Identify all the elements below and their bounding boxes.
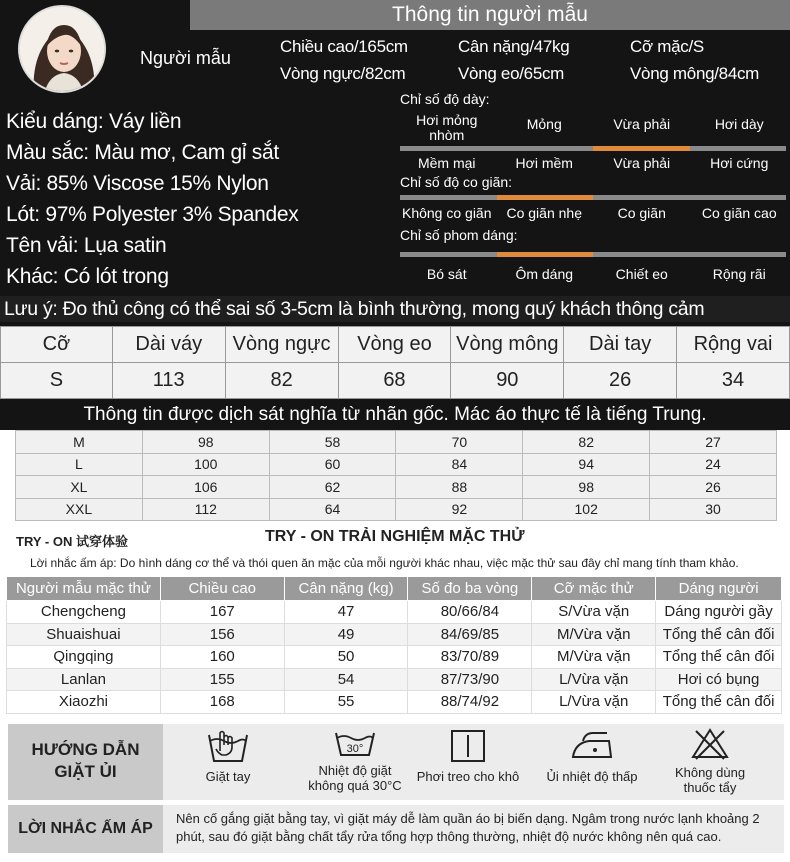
try-cell: Tổng thể cân đối bbox=[656, 646, 782, 669]
size-col-header: Rộng vai bbox=[677, 327, 790, 363]
table-row bbox=[16, 498, 777, 521]
try-cell: Shuaishuai bbox=[7, 623, 161, 646]
fit-option: Ôm dáng bbox=[515, 266, 574, 282]
size-cell: 24 bbox=[650, 453, 777, 476]
try-col-header: Chiều cao bbox=[160, 577, 284, 601]
care-label: thuốc tẩy bbox=[683, 780, 737, 795]
try-on-note: Lời nhắc ấm áp: Do hình dáng cơ thể và thói quen ăn mặc của mỗi người khác nhau, việc mặc thử sau đây chỉ mang tính tham khảo. bbox=[30, 556, 739, 570]
table-row bbox=[16, 476, 777, 499]
care-label: Giặt tay bbox=[205, 769, 251, 784]
model-bust: Vòng ngực/82cm bbox=[280, 64, 406, 83]
size-cell: 64 bbox=[269, 498, 396, 521]
translation-note: Thông tin được dịch sát nghĩa từ nhãn gốc. Mác áo thực tế là tiếng Trung. bbox=[0, 400, 790, 430]
wash-30-icon bbox=[333, 727, 377, 759]
care-label: Phơi treo cho khô bbox=[416, 769, 520, 784]
size-table-header bbox=[1, 327, 790, 363]
care-item-no-bleach bbox=[650, 727, 770, 795]
softness-option: Vừa phải bbox=[613, 155, 671, 171]
try-cell: 83/70/89 bbox=[408, 646, 532, 669]
try-cell: 88/74/92 bbox=[408, 691, 532, 714]
size-cell: XL bbox=[16, 476, 143, 499]
try-cell: Lanlan bbox=[7, 668, 161, 691]
tips-text: Nên cố gắng giặt bằng tay, vì giặt máy dễ làm quần áo bị biến dạng. Ngâm trong nước lạnh khoảng 2 phút, sau đó giặt bằng chất tẩy rửa tổng hợp thông thường, nhiệt độ nước không nên quá cao. bbox=[176, 811, 760, 844]
softness-option: Mềm mại bbox=[417, 155, 476, 171]
try-col-header: Cân nặng (kg) bbox=[284, 577, 408, 601]
model-label: Người mẫu bbox=[140, 48, 231, 68]
thickness-bar-highlight bbox=[593, 146, 690, 151]
try-cell: Tổng thể cân đối bbox=[656, 691, 782, 714]
stretch-scale-labels bbox=[398, 206, 788, 221]
size-col-header: Cỡ bbox=[1, 327, 113, 363]
stretch-option: Co giãn cao bbox=[701, 205, 777, 221]
model-size: Cỡ mặc/S bbox=[630, 37, 704, 56]
try-cell: S/Vừa vặn bbox=[532, 601, 656, 624]
iron-low-icon bbox=[567, 727, 617, 765]
size-cell: XXL bbox=[16, 498, 143, 521]
spec-lining: Lót: 97% Polyester 3% Spandex bbox=[6, 203, 299, 226]
table-row bbox=[7, 601, 782, 624]
spec-style: Kiểu dáng: Váy liền bbox=[6, 110, 182, 133]
softness-option: Hơi mềm bbox=[515, 155, 573, 171]
size-cell: 102 bbox=[523, 498, 650, 521]
model-info-title: Thông tin người mẫu bbox=[190, 0, 790, 30]
size-cell: L bbox=[16, 453, 143, 476]
size-cell: 62 bbox=[269, 476, 396, 499]
try-cell: 49 bbox=[284, 623, 408, 646]
size-cell: 98 bbox=[523, 476, 650, 499]
try-on-header bbox=[7, 577, 782, 601]
try-cell: 80/66/84 bbox=[408, 601, 532, 624]
size-cell: 98 bbox=[142, 431, 269, 454]
softness-scale-labels bbox=[398, 156, 788, 171]
table-row bbox=[7, 646, 782, 669]
table-row bbox=[1, 363, 790, 399]
fit-option: Chiết eo bbox=[615, 266, 668, 282]
table-row bbox=[7, 691, 782, 714]
care-guide-heading bbox=[8, 724, 163, 800]
hand-wash-icon bbox=[206, 727, 250, 765]
size-cell: 60 bbox=[269, 453, 396, 476]
size-cell: 70 bbox=[396, 431, 523, 454]
try-cell: Hơi có bụng bbox=[656, 668, 782, 691]
try-cell: L/Vừa vặn bbox=[532, 691, 656, 714]
care-item-iron-low bbox=[532, 727, 652, 784]
size-cell: 34 bbox=[677, 363, 790, 399]
size-cell: 30 bbox=[650, 498, 777, 521]
size-cell: 26 bbox=[650, 476, 777, 499]
size-cell: 88 bbox=[396, 476, 523, 499]
measurement-note: Lưu ý: Đo thủ công có thể sai số 3-5cm là bình thường, mong quý khách thông cảm bbox=[0, 296, 790, 322]
table-row bbox=[7, 668, 782, 691]
stretch-option: Co giãn bbox=[617, 205, 666, 221]
size-col-header: Vòng mông bbox=[451, 327, 564, 363]
fit-scale-labels bbox=[398, 267, 788, 282]
spec-other: Khác: Có lót trong bbox=[6, 265, 169, 288]
try-cell: M/Vừa vặn bbox=[532, 623, 656, 646]
spec-fabric-name: Tên vải: Lụa satin bbox=[6, 234, 167, 257]
try-cell: Tổng thể cân đối bbox=[656, 623, 782, 646]
thickness-scale-labels bbox=[398, 113, 788, 143]
try-cell: 155 bbox=[160, 668, 284, 691]
stretch-option: Co giãn nhẹ bbox=[506, 205, 582, 221]
stretch-option: Không co giãn bbox=[401, 205, 492, 221]
care-heading-line: HƯỚNG DẪN bbox=[31, 740, 140, 759]
try-cell: 47 bbox=[284, 601, 408, 624]
tips-heading: LỜI NHẮC ẤM ÁP bbox=[8, 805, 163, 853]
care-label: Nhiệt độ giặt bbox=[318, 763, 392, 778]
thickness-option: Vừa phải bbox=[613, 116, 671, 132]
size-col-header: Dài tay bbox=[564, 327, 677, 363]
try-cell: 54 bbox=[284, 668, 408, 691]
size-cell: 26 bbox=[564, 363, 677, 399]
softness-option: Hơi cứng bbox=[710, 155, 769, 171]
try-col-header: Cỡ mặc thử bbox=[532, 577, 656, 601]
size-cell: 27 bbox=[650, 431, 777, 454]
try-cell: 167 bbox=[160, 601, 284, 624]
try-cell: 50 bbox=[284, 646, 408, 669]
size-col-header: Vòng eo bbox=[338, 327, 451, 363]
care-label: không quá 30°C bbox=[308, 778, 402, 793]
size-table-top bbox=[0, 326, 790, 399]
care-heading-line: GIẶT ỦI bbox=[54, 762, 117, 781]
try-cell: 55 bbox=[284, 691, 408, 714]
stretch-bar bbox=[400, 195, 786, 200]
try-on-title: TRY - ON TRẢI NGHIỆM MẶC THỬ bbox=[265, 528, 525, 545]
try-cell: Dáng người gầy bbox=[656, 601, 782, 624]
try-on-label: TRY - ON 试穿体验 bbox=[16, 534, 128, 549]
no-dry-clean-icon bbox=[690, 727, 730, 761]
try-cell: Chengcheng bbox=[7, 601, 161, 624]
care-item-hang-dry bbox=[408, 727, 528, 784]
size-col-header: Vòng ngực bbox=[225, 327, 338, 363]
size-col-header: Dài váy bbox=[112, 327, 225, 363]
model-waist: Vòng eo/65cm bbox=[458, 64, 565, 83]
care-item-wash-30 bbox=[295, 727, 415, 793]
fit-bar bbox=[400, 252, 786, 257]
model-avatar bbox=[18, 5, 106, 93]
try-cell: Qingqing bbox=[7, 646, 161, 669]
care-item-hand-wash bbox=[168, 727, 288, 784]
hang-dry-icon bbox=[448, 727, 488, 765]
size-cell: 84 bbox=[396, 453, 523, 476]
table-row bbox=[16, 453, 777, 476]
stretch-scale-title: Chỉ số độ co giãn: bbox=[400, 174, 513, 190]
try-cell: 84/69/85 bbox=[408, 623, 532, 646]
table-row bbox=[16, 431, 777, 454]
care-label: Không dùng bbox=[674, 765, 746, 780]
table-row bbox=[7, 623, 782, 646]
spec-fabric: Vải: 85% Viscose 15% Nylon bbox=[6, 172, 269, 195]
try-col-header: Dáng người bbox=[656, 577, 782, 601]
wash-temperature: 30° bbox=[346, 743, 364, 755]
try-col-header: Số đo ba vòng bbox=[408, 577, 532, 601]
try-cell: 168 bbox=[160, 691, 284, 714]
try-cell: 156 bbox=[160, 623, 284, 646]
try-cell: L/Vừa vặn bbox=[532, 668, 656, 691]
try-cell: 160 bbox=[160, 646, 284, 669]
size-cell: M bbox=[16, 431, 143, 454]
size-cell: 58 bbox=[269, 431, 396, 454]
fit-option: Bó sát bbox=[426, 266, 467, 282]
size-cell: 112 bbox=[142, 498, 269, 521]
care-label: Ủi nhiệt độ thấp bbox=[546, 769, 638, 784]
size-cell: 68 bbox=[338, 363, 451, 399]
size-cell: 94 bbox=[523, 453, 650, 476]
stretch-bar-highlight bbox=[497, 195, 594, 200]
thickness-bar bbox=[400, 146, 786, 151]
spec-color: Màu sắc: Màu mơ, Cam gỉ sắt bbox=[6, 141, 279, 164]
thickness-option: Mỏng bbox=[526, 116, 562, 132]
size-cell: 100 bbox=[142, 453, 269, 476]
try-col-header: Người mẫu mặc thử bbox=[7, 577, 161, 601]
model-height: Chiều cao/165cm bbox=[280, 37, 408, 56]
fit-scale-title: Chỉ số phom dáng: bbox=[400, 227, 518, 243]
size-cell: 90 bbox=[451, 363, 564, 399]
try-cell: Xiaozhi bbox=[7, 691, 161, 714]
size-cell: 106 bbox=[142, 476, 269, 499]
size-cell: S bbox=[1, 363, 113, 399]
fit-bar-highlight bbox=[497, 252, 594, 257]
try-on-table bbox=[6, 576, 782, 714]
size-cell: 113 bbox=[112, 363, 225, 399]
model-weight: Cân nặng/47kg bbox=[458, 37, 570, 56]
size-cell: 92 bbox=[396, 498, 523, 521]
try-cell: 87/73/90 bbox=[408, 668, 532, 691]
thickness-scale-title: Chỉ số độ dày: bbox=[400, 91, 490, 107]
thickness-option: Hơi dày bbox=[714, 116, 764, 132]
fit-option: Rộng rãi bbox=[712, 266, 766, 282]
model-hip: Vòng mông/84cm bbox=[630, 64, 760, 83]
try-cell: M/Vừa vặn bbox=[532, 646, 656, 669]
size-cell: 82 bbox=[225, 363, 338, 399]
size-table-rest bbox=[15, 430, 777, 521]
thickness-option: Hơi mỏng nhòm bbox=[416, 112, 478, 143]
size-cell: 82 bbox=[523, 431, 650, 454]
